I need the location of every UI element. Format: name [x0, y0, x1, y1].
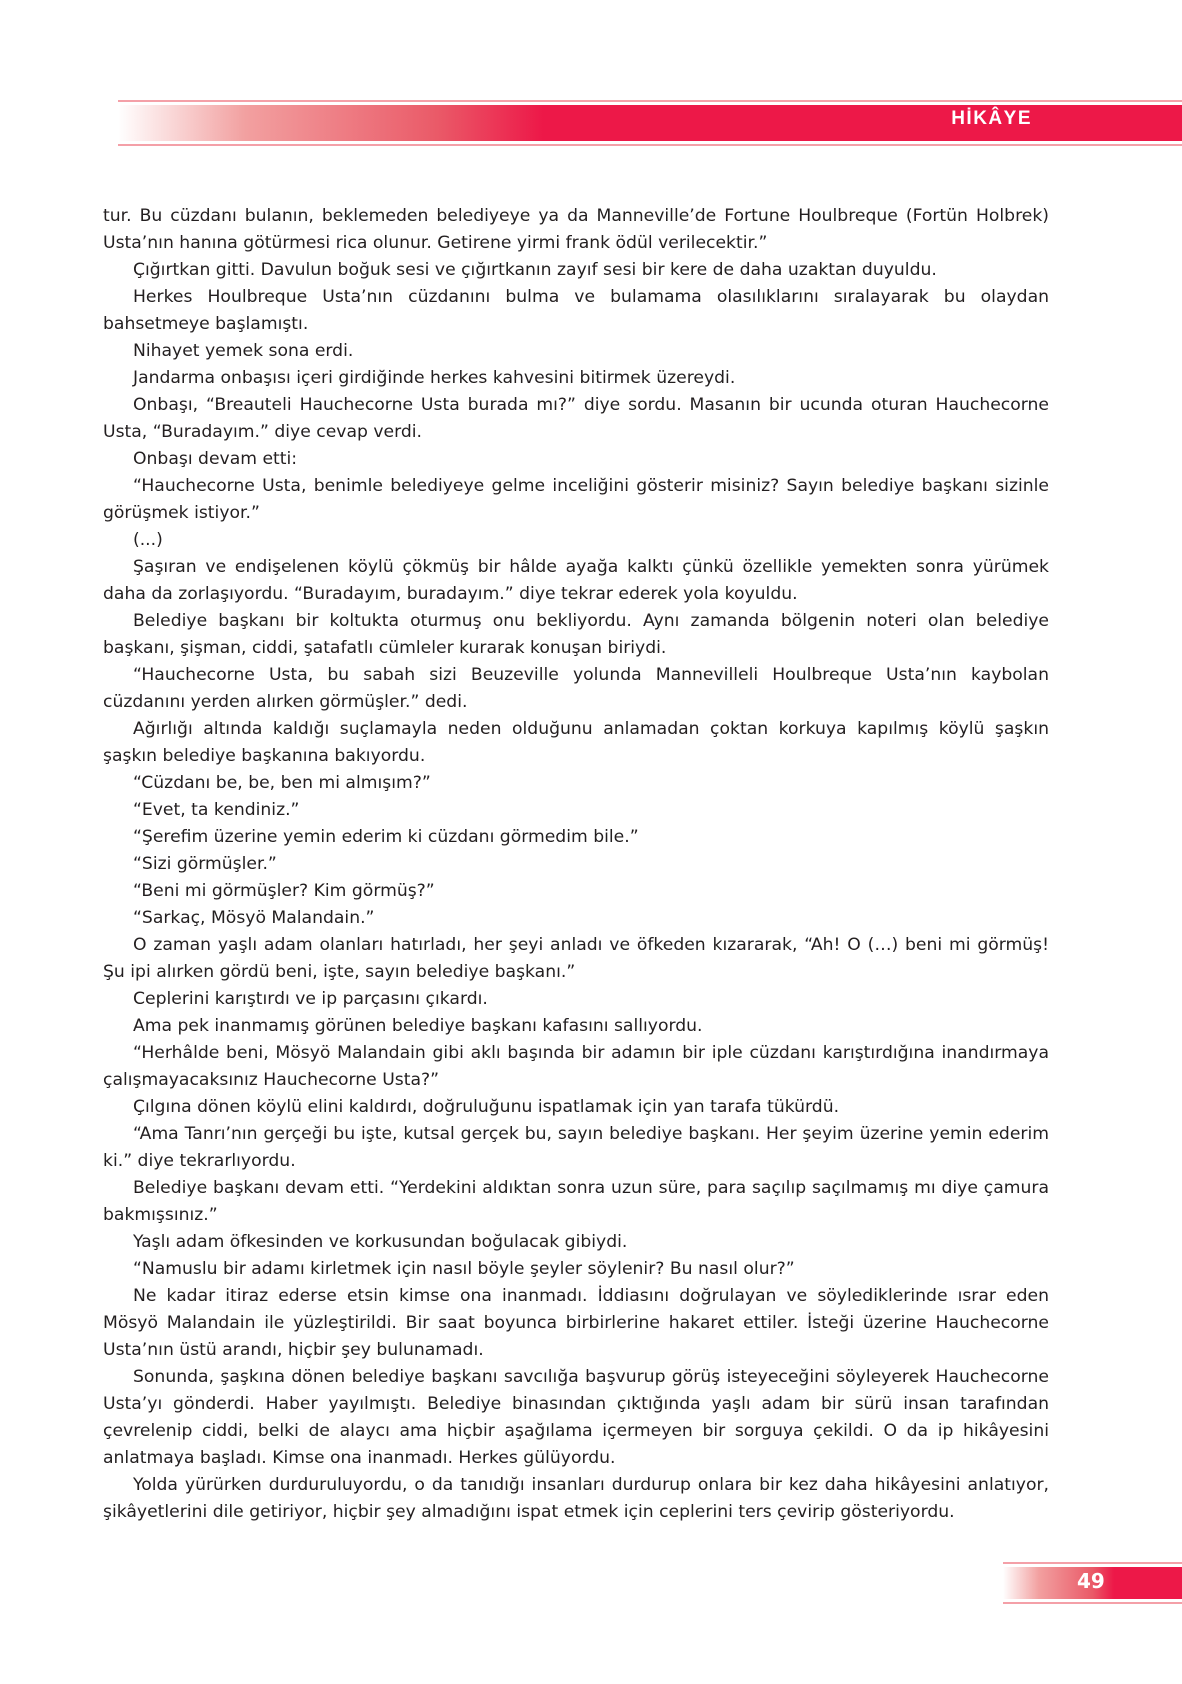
section-header-bar [118, 100, 1182, 146]
paragraph: Ne kadar itiraz ederse etsin kimse ona inanmadı. İddiasını doğrulayan ve söylediklerinde ısrar eden Mösyö Malandain ile yüzleştirildi. Bir saat boyunca birbirlerine hakaret ettiler. İsteği üzerine Hauchecorne Usta’nın üstü arandı, hiçbir şey bulunamadı. [103, 1286, 1049, 1360]
footer-gradient [1003, 1567, 1182, 1599]
paragraph: tur. Bu cüzdanı bulanın, beklemeden belediyeye ya da Manneville’de Fortune Houlbreque (Fortün Holbrek) Usta’nın hanına götürmesi rica olunur. Getirene yirmi frank ödül verilecektir.” [103, 206, 1049, 253]
paragraph: Ama pek inanmamış görünen belediye başkanı kafasını sallıyordu. [133, 1016, 703, 1036]
paragraph: Çılgına dönen köylü elini kaldırdı, doğruluğunu ispatlamak için yan tarafa tükürdü. [133, 1097, 840, 1117]
paragraph: Çığırtkan gitti. Davulun boğuk sesi ve çığırtkanın zayıf sesi bir kere de daha uzaktan duyuldu. [133, 260, 937, 280]
paragraph: “Cüzdanı be, be, ben mi almışım?” [133, 773, 431, 793]
page-number: 49 [1077, 1569, 1105, 1593]
header-gradient [118, 105, 1182, 141]
paragraph: “Sizi görmüşler.” [133, 854, 277, 874]
section-title: HİKÂYE [951, 108, 1032, 129]
paragraph: “Ama Tanrı’nın gerçeği bu işte, kutsal gerçek bu, sayın belediye başkanı. Her şeyim üzerine yemin ederim ki.” diye tekrarlıyordu. [103, 1124, 1049, 1171]
paragraph: “Şerefim üzerine yemin ederim ki cüzdanı görmedim bile.” [133, 827, 639, 847]
paragraph: Şaşıran ve endişelenen köylü çökmüş bir hâlde ayağa kalktı çünkü özellikle yemekten sonra yürümek daha da zorlaşıyordu. “Buradayım, buradayım.” diye tekrar ederek yola koyuldu. [103, 557, 1049, 604]
paragraph: Ağırlığı altında kaldığı suçlamayla neden olduğunu anlamadan çoktan korkuya kapılmış köylü şaşkın şaşkın belediye başkanına bakıyordu. [103, 719, 1049, 766]
paragraph: Onbaşı, “Breauteli Hauchecorne Usta burada mı?” diye sordu. Masanın bir ucunda oturan Hauchecorne Usta, “Buradayım.” diye cevap verdi. [103, 395, 1049, 442]
paragraph: Sonunda, şaşkına dönen belediye başkanı savcılığa başvurup görüş isteyeceğini söyleyerek Hauchecorne Usta’yı gönderdi. Haber yayılmıştı. Belediye binasından çıktığında yaşlı adam bir sürü insan tarafından çevrelenip ciddi, belki de alaycı ama hiçbir aşağılama içermeyen bir sorguya çekildi. O da ip hikâyesini anlatmaya başladı. Kimse ona inanmadı. Herkes gülüyordu. [103, 1367, 1049, 1468]
story-text [103, 203, 1049, 1526]
paragraph: “Hauchecorne Usta, benimle belediyeye gelme inceliğini gösterir misiniz? Sayın belediye başkanı sizinle görüşmek istiyor.” [103, 476, 1049, 523]
paragraph: Ceplerini karıştırdı ve ip parçasını çıkardı. [133, 989, 488, 1009]
paragraph: Belediye başkanı bir koltukta oturmuş onu bekliyordu. Aynı zamanda bölgenin noteri olan belediye başkanı, şişman, ciddi, şatafatlı cümleler kurarak konuşan biriydi. [103, 611, 1049, 658]
paragraph: “Evet, ta kendiniz.” [133, 800, 300, 820]
paragraph: Herkes Houlbreque Usta’nın cüzdanını bulma ve bulamama olasılıklarını sıralayarak bu olaydan bahsetmeye başlamıştı. [103, 287, 1049, 334]
paragraph: Nihayet yemek sona erdi. [133, 341, 354, 361]
paragraph: “Beni mi görmüşler? Kim görmüş?” [133, 881, 435, 901]
paragraph: “Herhâlde beni, Mösyö Malandain gibi aklı başında bir adamın bir iple cüzdanı karıştırdığına inandırmaya çalışmayacaksınız Hauchecorne Usta?” [103, 1043, 1049, 1090]
paragraph: “Sarkaç, Mösyö Malandain.” [133, 908, 375, 928]
paragraph: Yaşlı adam öfkesinden ve korkusundan boğulacak gibiydi. [133, 1232, 628, 1252]
paragraph: Jandarma onbaşısı içeri girdiğinde herkes kahvesini bitirmek üzereydi. [133, 368, 736, 388]
paragraph: “Hauchecorne Usta, bu sabah sizi Beuzeville yolunda Mannevilleli Houlbreque Usta’nın kaybolan cüzdanını yerden alırken görmüşler.” dedi. [103, 665, 1049, 712]
paragraph: Onbaşı devam etti: [133, 449, 298, 469]
paragraph: Yolda yürürken durduruluyordu, o da tanıdığı insanları durdurup onlara bir kez daha hikâyesini anlatıyor, şikâyetlerini dile getiriyor, hiçbir şey almadığını ispat etmek için ceplerini ters çevirip gösteriyordu. [103, 1475, 1049, 1522]
paragraph: (...) [133, 530, 163, 550]
paragraph: Belediye başkanı devam etti. “Yerdekini aldıktan sonra uzun süre, para saçılıp saçılmamış mı diye çamura bakmışsınız.” [103, 1178, 1049, 1225]
paragraph: “Namuslu bir adamı kirletmek için nasıl böyle şeyler söylenir? Bu nasıl olur?” [133, 1259, 795, 1279]
page-number-bar [1003, 1562, 1182, 1604]
paragraph: O zaman yaşlı adam olanları hatırladı, her şeyi anladı ve öfkeden kızararak, “Ah! O (…) beni mi görmüş! Şu ipi alırken gördü beni, işte, sayın belediye başkanı.” [103, 935, 1049, 982]
